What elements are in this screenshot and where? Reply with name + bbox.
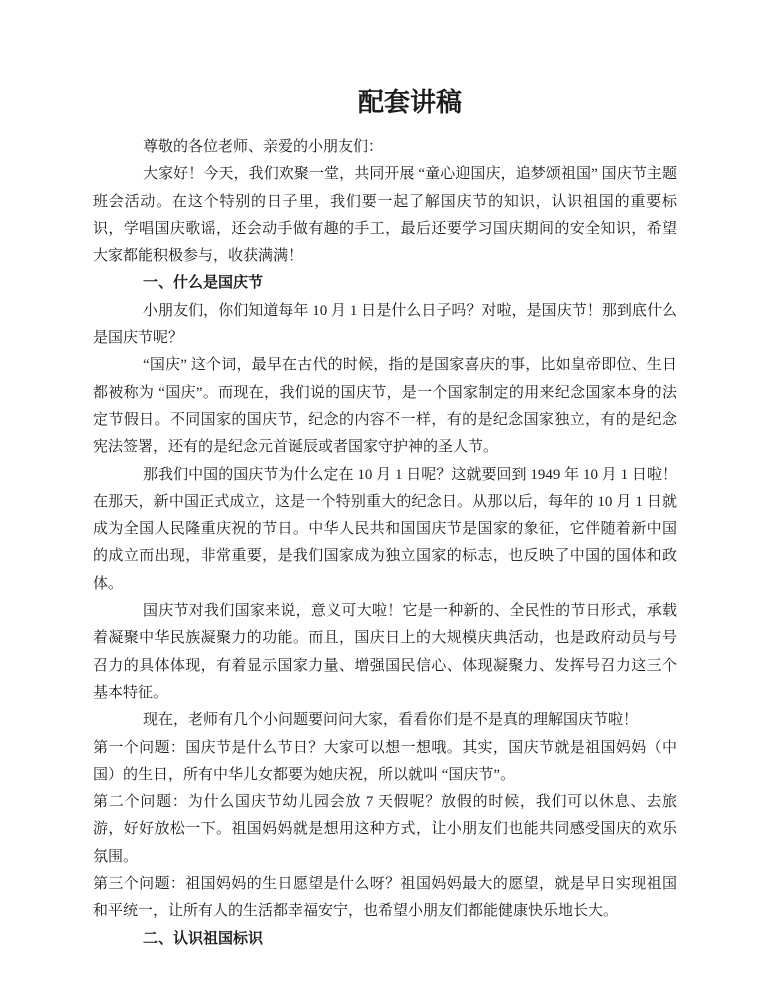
document-body [93, 134, 677, 953]
paragraph: 那我们中国的国庆节为什么定在 10 月 1 日呢？这就要回到 1949 年 10 月 1 日啦！在那天，新中国正式成立，这是一个特别重大的纪念日。从那以后，每年的 10 月 1 日就成为全国人民隆重庆祝的节日。中华人民共和国国庆节是国家的象征，它伴随着新中国的成立而出现，非常重要，是我们国家成为独立国家的标志，也反映了中国的国体和政体。 [93, 466, 677, 592]
paragraph: 现在，老师有几个小问题要问问大家，看看你们是不是真的理解国庆节啦！ [143, 712, 639, 729]
paragraph: 尊敬的各位老师、亲爱的小朋友们： [143, 139, 384, 155]
paragraph: 第二个问题：为什么国庆节幼儿园会放 7 天假呢？放假的时候，我们可以休息、去旅游，好好放松一下。祖国妈妈就是想用这种方式，让小朋友们也能共同感受国庆的欢乐氛围。 [93, 794, 677, 865]
paragraph: 第一个问题：国庆节是什么节日？大家可以想一想哦。其实，国庆节就是祖国妈妈（中国）的生日，所有中华儿女都要为她庆祝，所以就叫 “国庆节”。 [93, 739, 677, 783]
paragraph: 大家好！今天，我们欢聚一堂，共同开展 “童心迎国庆，追梦颂祖国” 国庆节主题班会活动。在这个特别的日子里，我们要一起了解国庆节的知识，认识祖国的重要标识，学唱国庆歌谣，还会动手做有趣的手工，最后还要学习国庆期间的安全知识，希望大家都能积极参与，收获满满！ [93, 166, 677, 265]
paragraph: “国庆” 这个词，最早在古代的时候，指的是国家喜庆的事，比如皇帝即位、生日都被称为 “国庆”。而现在，我们说的国庆节，是一个国家制定的用来纪念国家本身的法定节假日。不同国家的国庆节，纪念的内容不一样，有的是纪念国家独立，有的是纪念宪法签署，还有的是纪念元首诞辰或者国家守护神的圣人节。 [93, 357, 677, 456]
section-heading: 二、认识祖国标识 [143, 930, 264, 947]
document-content [93, 88, 677, 953]
section-heading: 一、什么是国庆节 [143, 275, 264, 292]
paragraph: 第三个问题：祖国妈妈的生日愿望是什么呀？祖国妈妈最大的愿望，就是早日实现祖国和平统一，让所有人的生活都幸福安宁，也希望小朋友们都能健康快乐地长大。 [93, 876, 677, 920]
paragraph: 国庆节对我们国家来说，意义可大啦！它是一种新的、全民性的节日形式，承载着凝聚中华民族凝聚力的功能。而且，国庆日上的大规模庆典活动，也是政府动员与号召力的具体体现，有着显示国家力量、增强国民信心、体现凝聚力、发挥号召力这三个基本特征。 [93, 603, 677, 701]
document-title: 配套讲稿 [357, 88, 462, 117]
paragraph: 小朋友们，你们知道每年 10 月 1 日是什么日子吗？对啦，是国庆节！那到底什么是国庆节呢？ [93, 302, 677, 347]
